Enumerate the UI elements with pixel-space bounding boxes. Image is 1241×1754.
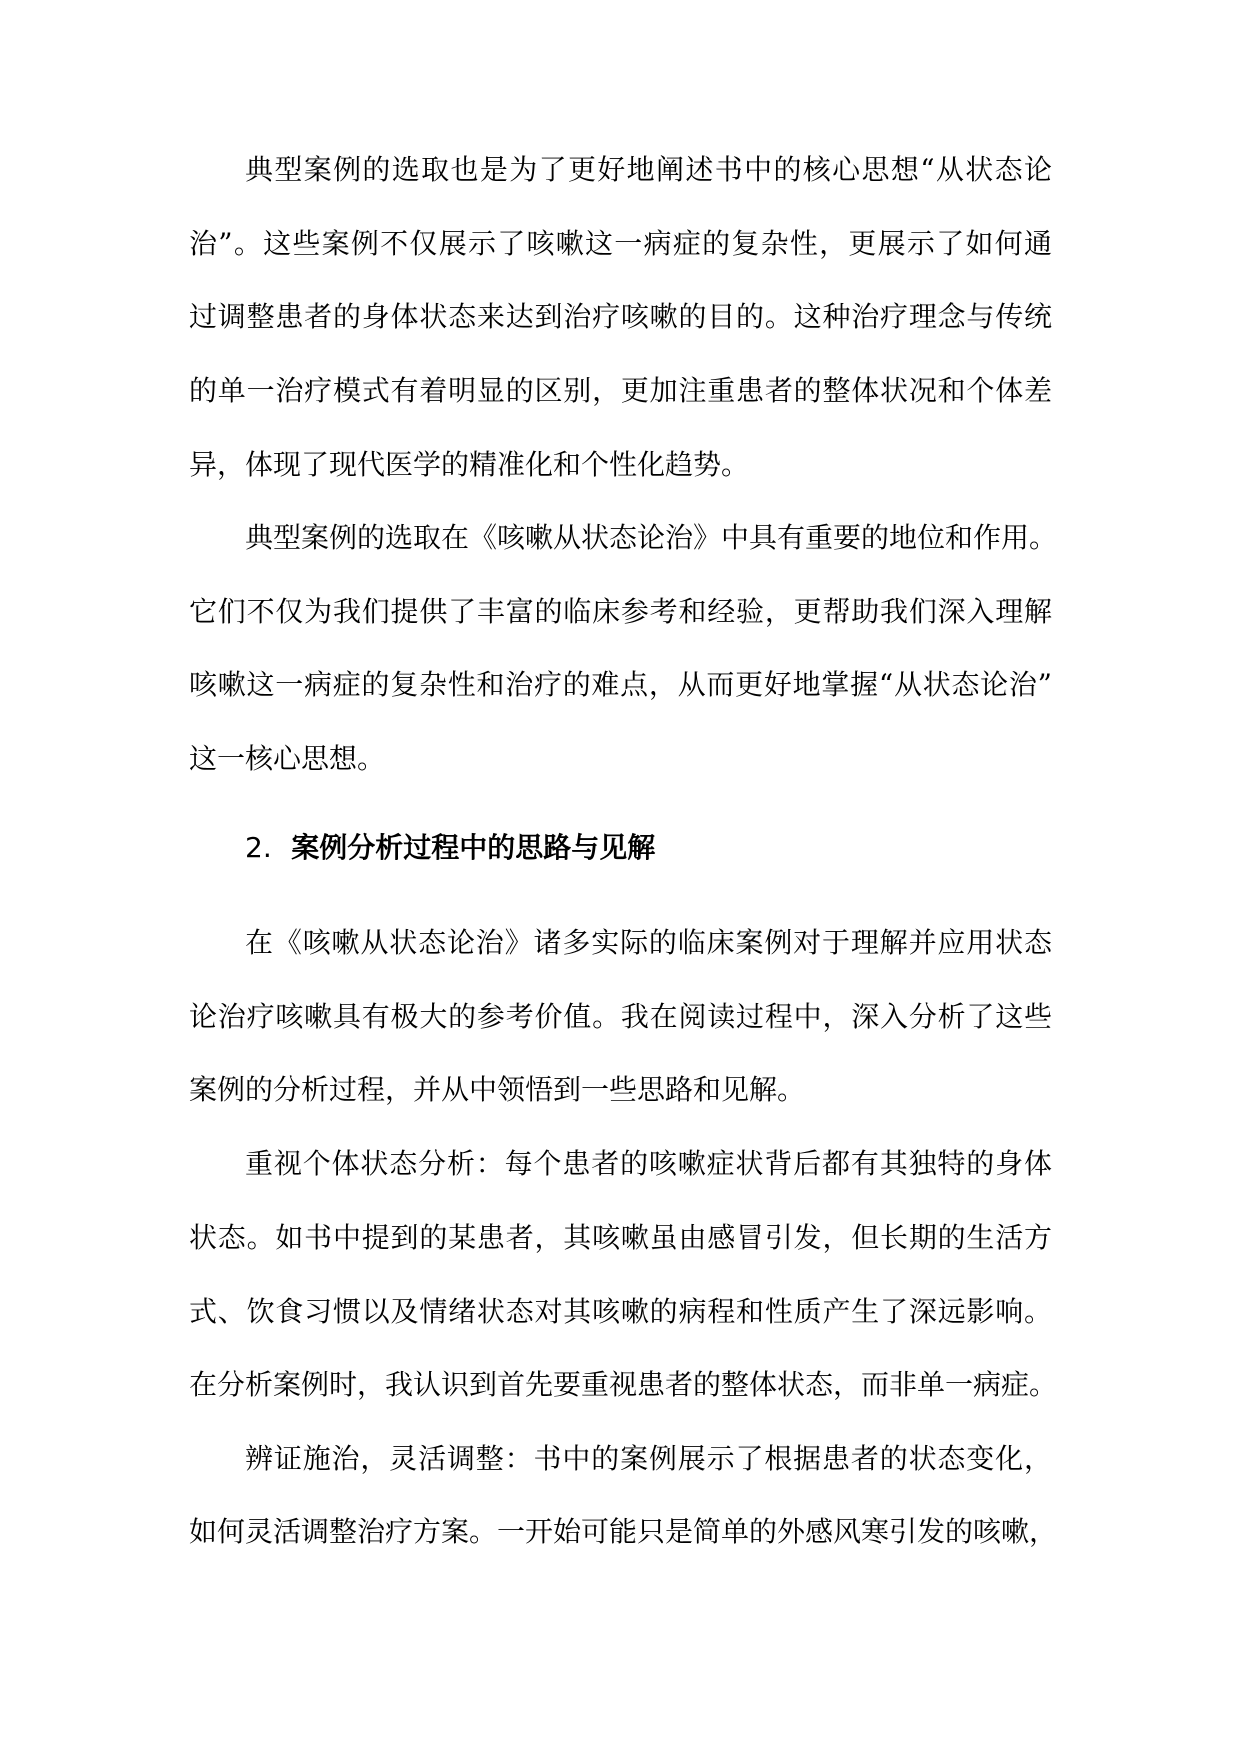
paragraph-4-line-4: 在分析案例时，我认识到首先要重视患者的整体状态，而非单一病症。: [189, 1368, 1058, 1401]
paragraph-3-line-2: 论治疗咳嗽具有极大的参考价值。我在阅读过程中，深入分析了这些: [189, 1000, 1052, 1033]
paragraph-2-line-2: 它们不仅为我们提供了丰富的临床参考和经验，更帮助我们深入理解: [189, 595, 1052, 628]
section-heading: [245, 830, 655, 866]
paragraph-5-line-2: 如何灵活调整治疗方案。一开始可能只是简单的外感风寒引发的咳嗽，: [189, 1515, 1058, 1548]
section-number: 2.: [245, 831, 272, 864]
paragraph-1-line-5: 异，体现了现代医学的精准化和个性化趋势。: [189, 448, 750, 481]
section-title: 案例分析过程中的思路与见解: [291, 831, 656, 864]
paragraph-2-line-4: 这一核心思想。: [189, 742, 386, 775]
paragraph-1-line-2: 治”。这些案例不仅展示了咳嗽这一病症的复杂性，更展示了如何通: [189, 227, 1052, 260]
paragraph-3-line-1: 在《咳嗽从状态论治》诸多实际的临床案例对于理解并应用状态: [245, 926, 1052, 959]
paragraph-2-line-1: 典型案例的选取在《咳嗽从状态论治》中具有重要的地位和作用。: [245, 521, 1058, 554]
paragraph-1-line-1: 典型案例的选取也是为了更好地阐述书中的核心思想“从状态论: [245, 153, 1052, 186]
paragraph-3-line-3: 案例的分析过程，并从中领悟到一些思路和见解。: [189, 1073, 806, 1106]
paragraph-1-line-3: 过调整患者的身体状态来达到治疗咳嗽的目的。这种治疗理念与传统: [189, 300, 1052, 333]
paragraph-1-line-4: 的单一治疗模式有着明显的区别，更加注重患者的整体状况和个体差: [189, 374, 1052, 407]
paragraph-2-line-3: 咳嗽这一病症的复杂性和治疗的难点，从而更好地掌握“从状态论治”: [189, 668, 1052, 701]
paragraph-4-line-1: 重视个体状态分析：每个患者的咳嗽症状背后都有其独特的身体: [245, 1147, 1052, 1180]
paragraph-4-line-3: 式、饮食习惯以及情绪状态对其咳嗽的病程和性质产生了深远影响。: [189, 1295, 1052, 1328]
paragraph-5-line-1: 辨证施治，灵活调整：书中的案例展示了根据患者的状态变化，: [245, 1442, 1052, 1475]
paragraph-4-line-2: 状态。如书中提到的某患者，其咳嗽虽由感冒引发，但长期的生活方: [189, 1221, 1052, 1254]
